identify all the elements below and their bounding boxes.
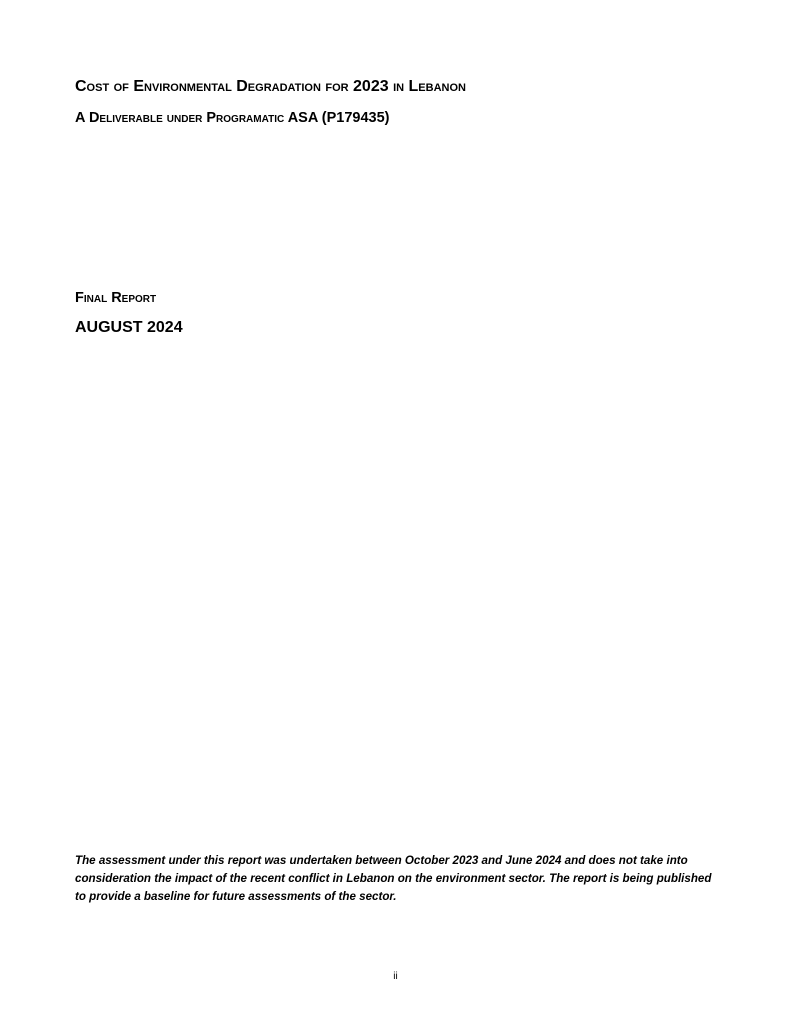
report-date: AUGUST 2024 [75, 319, 183, 336]
report-type-label: Final Report [75, 290, 157, 306]
page-number: ii [393, 971, 398, 982]
document-title: Cost of Environmental Degradation for 2023 in Lebanon [75, 78, 466, 95]
disclaimer-text: The assessment under this report was undertaken between October 2023 and June 2024 and does not take into consideration the impact of the recent conflict in Lebanon on the environment sector. The report is being published to provide a baseline for future assessments of the sector. [75, 854, 712, 903]
document-subtitle: A Deliverable under Programatic ASA (P179435) [75, 110, 390, 126]
